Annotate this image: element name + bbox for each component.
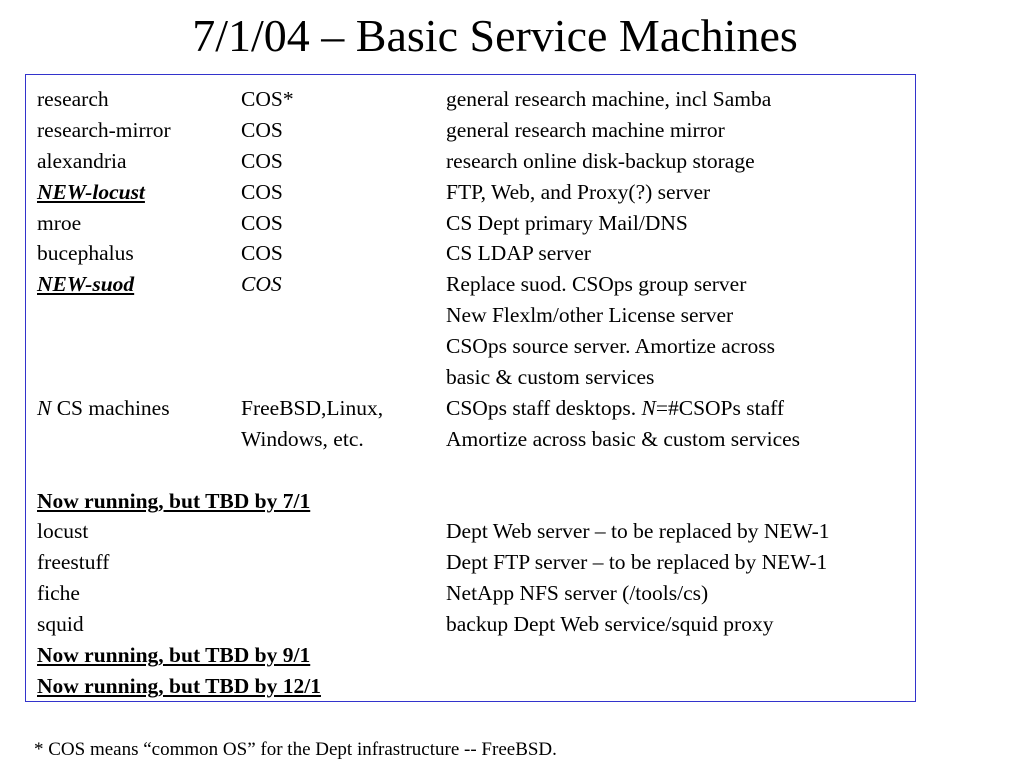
machine-description: general research machine, incl Samba (446, 87, 772, 111)
machine-os: COS (241, 210, 283, 235)
machine-os: COS (241, 117, 283, 142)
n-variable: N (641, 395, 656, 420)
machine-name (37, 393, 170, 424)
table-row (37, 269, 907, 300)
section-heading-tbd-12-1 (37, 671, 907, 702)
machine-description: Amortize across basic & custom services (446, 426, 801, 451)
machine-name: mroe (37, 210, 82, 235)
machine-description: research online disk-backup storage (446, 148, 755, 173)
machine-os: COS* (241, 87, 294, 111)
desc-part: =#CSOPs staff (655, 395, 785, 420)
table-row (37, 115, 907, 146)
table-row (37, 146, 907, 177)
machine-description: basic & custom services (446, 365, 655, 390)
machine-os: COS (241, 148, 283, 173)
machine-description: FTP, Web, and Proxy(?) server (446, 179, 711, 204)
section-heading-tbd-9-1 (37, 640, 907, 671)
desc-part: CSOps staff desktops. (446, 395, 642, 420)
footnote: * COS means “common OS” for the Dept infrastructure -- FreeBSD. (34, 739, 557, 760)
machine-description: New Flexlm/other License server (446, 303, 734, 328)
machine-description (446, 393, 784, 424)
table-row (37, 609, 907, 640)
table-row (37, 300, 907, 331)
section-heading: Now running, but TBD by 12/1 (37, 673, 321, 698)
machines-table (37, 84, 907, 702)
table-row (37, 208, 907, 239)
section-heading: Now running, but TBD by 9/1 (37, 643, 311, 668)
table-row (37, 424, 907, 455)
machine-description: Dept Web server – to be replaced by NEW-1 (446, 519, 830, 544)
table-row (37, 516, 907, 547)
machine-description: Dept FTP server – to be replaced by NEW-1 (446, 550, 828, 575)
section-heading-tbd-7-1 (37, 486, 907, 517)
machine-name: bucephalus (37, 241, 134, 266)
table-row (37, 331, 907, 362)
machine-os: COS (241, 179, 283, 204)
machine-name: freestuff (37, 550, 110, 575)
slide-title: 7/1/04 – Basic Service Machines (192, 10, 798, 61)
machine-description: CS LDAP server (446, 241, 591, 266)
machine-description: backup Dept Web service/squid proxy (446, 612, 774, 637)
n-variable: N (37, 395, 52, 420)
machine-name: locust (37, 519, 89, 544)
machine-name: research (37, 87, 109, 111)
table-row (37, 177, 907, 208)
machine-os: COS (241, 241, 283, 266)
machine-description: CSOps source server. Amortize across (446, 334, 775, 359)
table-row (37, 547, 907, 578)
machine-os: Windows, etc. (241, 426, 364, 451)
table-row (37, 238, 907, 269)
table-row-cs-machines (37, 393, 907, 424)
machine-description: Replace suod. CSOps group server (446, 272, 747, 297)
machine-name: alexandria (37, 148, 127, 173)
machine-name-new: NEW-suod (37, 272, 135, 297)
machine-os: FreeBSD,Linux, (241, 395, 384, 420)
machine-description: NetApp NFS server (/tools/cs) (446, 581, 709, 606)
machine-name: fiche (37, 581, 80, 606)
section-heading: Now running, but TBD by 7/1 (37, 488, 311, 513)
machine-os: COS (241, 272, 282, 297)
table-row (37, 362, 907, 393)
cs-machines-label: CS machines (51, 395, 170, 420)
machine-name-new: NEW-locust (37, 179, 145, 204)
blank-row (37, 455, 907, 486)
machine-description: CS Dept primary Mail/DNS (446, 210, 688, 235)
table-row (37, 84, 907, 115)
machines-table-box (25, 74, 916, 702)
machine-name: squid (37, 612, 84, 637)
machine-name: research-mirror (37, 117, 171, 142)
table-row (37, 578, 907, 609)
machine-description: general research machine mirror (446, 117, 725, 142)
